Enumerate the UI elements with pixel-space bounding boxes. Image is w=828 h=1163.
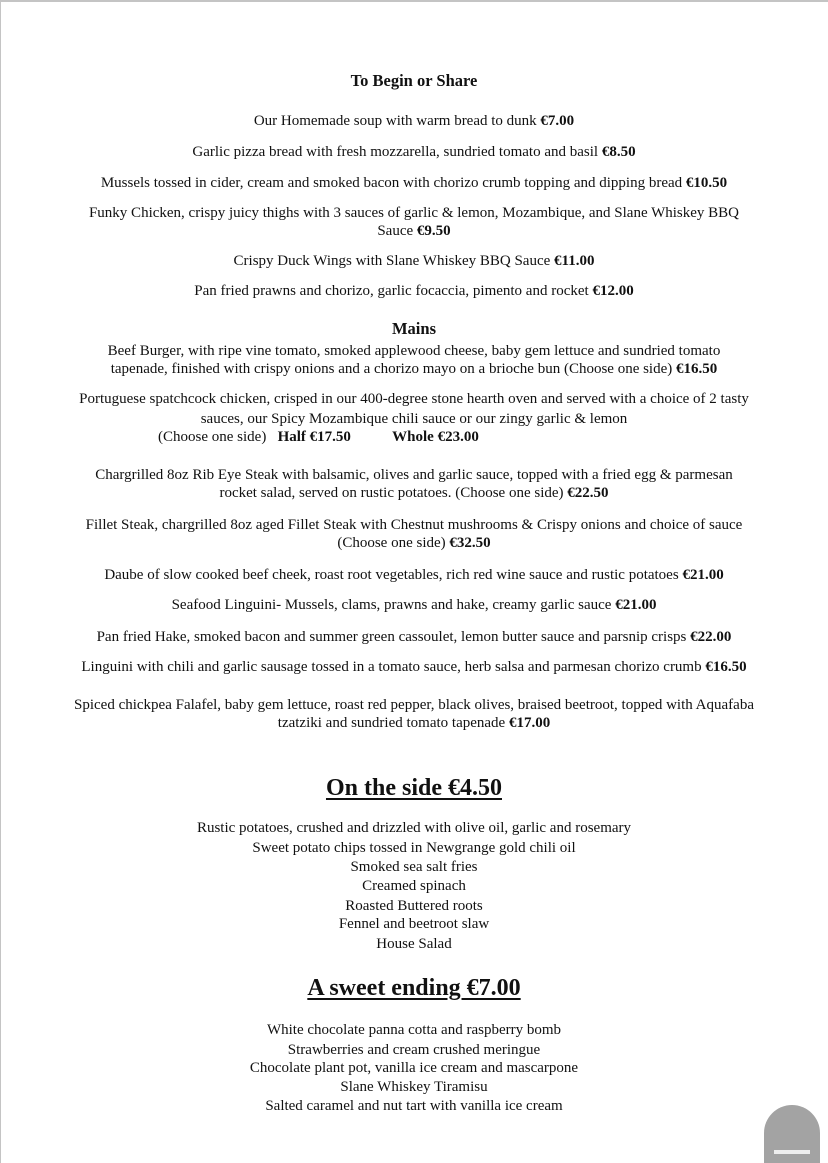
- item-price: €7.00: [540, 113, 575, 129]
- section-title-mains: Mains: [391, 319, 436, 338]
- side-item: Creamed spinach: [362, 878, 466, 894]
- item-text: sauces, our Spicy Mozambique chili sauce or our zingy garlic & lemon: [200, 411, 628, 427]
- menu-item-continued: [0, 484, 828, 503]
- side-item: Smoked sea salt fries: [350, 859, 478, 875]
- section-title-desserts: A sweet ending €7.00: [307, 975, 521, 1001]
- menu-item: [0, 252, 828, 271]
- item-price: €32.50: [449, 535, 491, 551]
- side-item: House Salad: [376, 936, 452, 952]
- item-price: €10.50: [685, 175, 728, 191]
- item-text: Garlic pizza bread with fresh mozzarella, sundried tomato and basil: [192, 144, 599, 160]
- menu-item: [0, 466, 828, 485]
- menu-item: [0, 696, 828, 715]
- item-text: Portuguese spatchcock chicken, crisped in our 400-degree stone hearth oven and served with a choice of 2 tasty: [79, 391, 749, 407]
- menu-item: [0, 596, 828, 615]
- item-price-half: Half €17.50: [277, 429, 351, 445]
- menu-item: [0, 282, 828, 301]
- item-text: (Choose one side): [158, 429, 267, 445]
- item-price: €22.50: [567, 485, 609, 501]
- item-price: €11.00: [554, 253, 595, 269]
- menu-item: [0, 658, 828, 677]
- side-item: Rustic potatoes, crushed and drizzled with olive oil, garlic and rosemary: [196, 820, 632, 836]
- menu-item: [0, 112, 828, 131]
- item-text: Pan fried Hake, smoked bacon and summer green cassoulet, lemon butter sauce and parsnip crisps: [96, 629, 687, 645]
- item-text: Daube of slow cooked beef cheek, roast root vegetables, rich red wine sauce and rustic potatoes: [104, 567, 679, 583]
- menu-item-continued: [0, 410, 828, 429]
- item-text: rocket salad, served on rustic potatoes. (Choose one side): [219, 485, 564, 501]
- item-text: Pan fried prawns and chorizo, garlic focaccia, pimento and rocket: [194, 283, 589, 299]
- side-item: Fennel and beetroot slaw: [338, 916, 490, 932]
- menu-item: [0, 566, 828, 585]
- item-text: Beef Burger, with ripe vine tomato, smoked applewood cheese, baby gem lettuce and sundried tomato: [107, 343, 721, 359]
- item-text: Our Homemade soup with warm bread to dunk: [253, 113, 537, 129]
- menu-item-continued: [158, 428, 479, 447]
- item-price: €9.50: [416, 223, 451, 239]
- dessert-item: Strawberries and cream crushed meringue: [287, 1042, 541, 1058]
- item-text: Crispy Duck Wings with Slane Whiskey BBQ Sauce: [233, 253, 551, 269]
- item-text: tzatziki and sundried tomato tapenade: [277, 715, 506, 731]
- item-price: €12.00: [592, 283, 634, 299]
- dessert-item: Slane Whiskey Tiramisu: [340, 1079, 488, 1095]
- menu-item: [0, 342, 828, 361]
- drag-handle-tab[interactable]: [764, 1105, 820, 1163]
- side-item: Sweet potato chips tossed in Newgrange gold chili oil: [252, 840, 576, 856]
- menu-item-continued: [0, 222, 828, 241]
- item-price: €8.50: [601, 144, 636, 160]
- item-text: Seafood Linguini- Mussels, clams, prawns and hake, creamy garlic sauce: [171, 597, 612, 613]
- side-item: Roasted Buttered roots: [345, 898, 483, 914]
- menu-item: [0, 390, 828, 409]
- menu-item: [0, 204, 828, 223]
- item-text: Sauce: [377, 223, 414, 239]
- dessert-item: Chocolate plant pot, vanilla ice cream and mascarpone: [249, 1060, 579, 1076]
- item-price: €16.50: [676, 361, 718, 377]
- handle-bar-icon: [774, 1150, 810, 1154]
- section-title-sides: On the side €4.50: [325, 775, 502, 801]
- menu-item: [0, 628, 828, 647]
- item-text: Chargrilled 8oz Rib Eye Steak with balsamic, olives and garlic sauce, topped with a fried egg & parmesan: [95, 467, 733, 483]
- item-text: (Choose one side): [337, 535, 446, 551]
- menu-item-continued: [0, 534, 828, 553]
- item-price: €21.00: [682, 567, 724, 583]
- menu-item: [0, 143, 828, 162]
- menu-item: [0, 174, 828, 193]
- menu-item: [0, 516, 828, 535]
- item-price: €22.00: [690, 629, 732, 645]
- window-top-border: [0, 0, 828, 2]
- item-price: €16.50: [705, 659, 747, 675]
- item-text: Spiced chickpea Falafel, baby gem lettuce, roast red pepper, black olives, braised beetroot, topped with Aquafaba: [74, 697, 754, 713]
- item-text: Funky Chicken, crispy juicy thighs with 3 sauces of garlic & lemon, Mozambique, and Slane Whiskey BBQ: [88, 205, 740, 221]
- dessert-item: Salted caramel and nut tart with vanilla ice cream: [265, 1098, 563, 1114]
- item-price: €21.00: [615, 597, 657, 613]
- item-price-whole: Whole €23.00: [392, 429, 479, 445]
- dessert-item: White chocolate panna cotta and raspberry bomb: [266, 1022, 562, 1038]
- item-text: tapenade, finished with crispy onions and a chorizo mayo on a brioche bun (Choose one side): [110, 361, 673, 377]
- menu-item-continued: [0, 360, 828, 379]
- item-text: Mussels tossed in cider, cream and smoked bacon with chorizo crumb topping and dipping bread: [100, 175, 683, 191]
- item-text: Linguini with chili and garlic sausage tossed in a tomato sauce, herb salsa and parmesan chorizo crumb: [81, 659, 702, 675]
- section-title-starters: To Begin or Share: [350, 71, 478, 90]
- item-price: €17.00: [508, 715, 551, 731]
- item-text: Fillet Steak, chargrilled 8oz aged Fillet Steak with Chestnut mushrooms & Crispy onions and choice of sauce: [85, 517, 743, 533]
- menu-item-continued: [0, 714, 828, 733]
